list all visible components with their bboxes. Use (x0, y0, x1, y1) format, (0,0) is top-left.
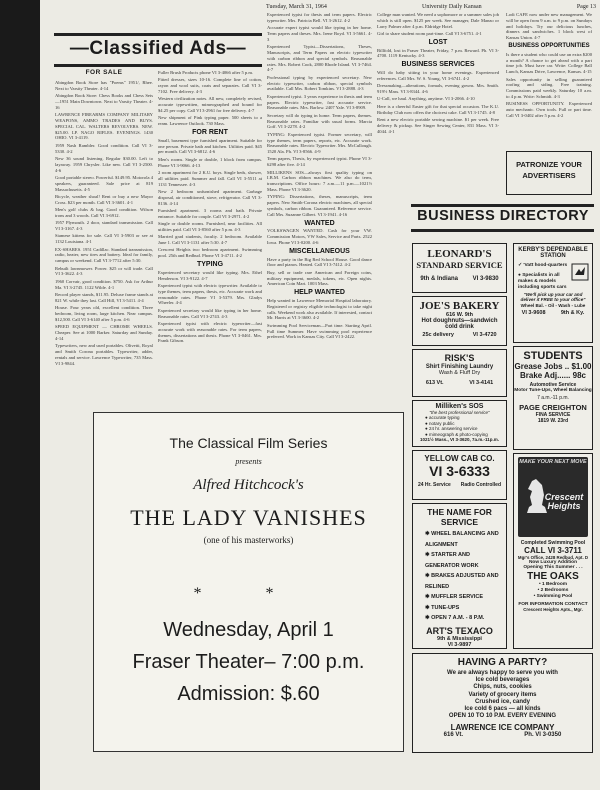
page-creighton-name: PAGE CREIGHTON (519, 403, 587, 412)
oaks-feature: • 1 Bedroom (538, 582, 568, 587)
film-note: (one of his masterworks) (203, 535, 294, 545)
classified-ad: Fuller Brush Products phone VI 3-4066 after 5 p.m. (158, 70, 254, 75)
classified-ad: Here is a cheerful Easter gift for that special occasion. The K.U. Birthday Club now offers the choicest cake. Call VI 3-1745. 4-8 (377, 103, 499, 115)
classified-ad: TYPING: Dissertations, theses, manuscripts, term papers. New Smith-Corona electric machines, all special symbols, carbon ribbon. Guaranteed. Reference service. Call Mrs. Suzanne Gilbert. VI 3-1941. 4-16 (267, 194, 372, 217)
classified-ad: TYPING: Experienced typist. Former secretary, will type themes, term papers, reports, etc. Accurate work. Reasonable rates. Electric Typewriter. Mrs. McCullough. 1520 Ala. Ph. VI 3-8566. 4-9 (267, 131, 372, 155)
patronize-line-2: ADVERTISERS (522, 171, 576, 180)
joes-price: 25c delivery (422, 332, 454, 338)
directory-title: BUSINESS DIRECTORY (417, 208, 589, 224)
service-item: ✱ OPEN 7 A.M. - 8 P.M. (425, 615, 485, 621)
crescent-logo: Crescent Heights (544, 492, 584, 511)
crescent-heights-ad (513, 453, 593, 649)
crescent-info: FOR INFORMATION CONTACT (518, 602, 588, 607)
risks-footer (413, 380, 506, 386)
classified-ad: VOLKSWAGEN WANTED. Cash for your VW. Commission Motors, VW Sales, Service and Parts. 2522 Iowa. Phone VI 3-0200. 4-6 (267, 228, 372, 246)
crescent-pool: Completed Swimming Pool (520, 540, 586, 546)
joes-addr: 616 W. 9th (446, 312, 473, 318)
party-line: We are always happy to serve you with (447, 670, 558, 676)
service-item: ✱ WHEEL BALANCING AND ALIGNMENT (425, 531, 499, 548)
classified-ad: BUSINESS OPPORTUNITY. Experienced auto mechanic. Own tools. Full or part time. Call VI 3-0402 after 5 p.m. 4-2 (506, 101, 592, 118)
classified-ad: MILLIKENS SOS—always first quality typing on I.B.M. Carbon ribbon machines. We also do term, transcriptions. Office hours: 7 a.m.—11 p.m.—1021½ Mass. Phone VI 3-3620. (267, 169, 372, 193)
kerbys-pickup: "We'll pick up your car and deliver it FREE to your office" (520, 292, 586, 302)
crescent-luxury: Now Luxury Addition (528, 560, 578, 565)
classified-ad: Bicycle, weather shoal! Rent or buy a new Mayor Cross. $23 per month. Call VI 3-3601. 4-1 (55, 193, 153, 205)
party-line: Ice cold 6 pacs — all kinds (464, 706, 541, 713)
millikens-addr: 1021½ Mass., VI 3-3620, 7a.m.-11p.m. (419, 437, 500, 442)
page-creighton-addr: 1819 W. 23rd (537, 418, 569, 424)
classified-column-4 (377, 12, 499, 204)
classified-ad: New 2 bedroom unfurnished apartment. Garbage disposal, air conditioned, stove, refrigerator. Call VI 3-8136. 4-14 (158, 188, 262, 206)
party-title: HAVING A PARTY? (457, 657, 548, 668)
classified-title: —Classified Ads— (69, 38, 247, 59)
oaks-feature: • Swimming Pool (533, 594, 573, 599)
film-director: Alfred Hitchcock's (193, 477, 304, 493)
classified-ad: Experienced typist for thesis and term papers. Electric typewriter. Mrs. Patricia Bell. VI 3-2612. 4-2 (267, 12, 372, 23)
kerbys-footer (514, 310, 592, 316)
classified-ad: Furnished apartment. 3 rooms and bath. Private entrance. Suitable for couple. Call VI 3-2971. 4-2 (158, 207, 262, 219)
oaks-features (514, 582, 592, 600)
crescent-move-text: MAKE YOUR NEXT MOVE (519, 459, 587, 465)
service-title-2: SERVICE (440, 517, 479, 527)
header-page: Page 13 (576, 4, 596, 10)
classified-ad: Men's golf clubs & bag. Good condition. Wilson irons and 3 woods. Call VI 3-6912. (55, 207, 153, 218)
leonards-phone: VI 3-9830 (472, 276, 499, 282)
classified-column-2 (158, 70, 262, 405)
millikens-name: Milliken's SOS (435, 403, 484, 410)
kerbys-body (514, 263, 592, 291)
classified-ad: Good portable stereo. Powerful. $149.95. Motorola 4 speakers, guaranteed. Sale price at 819 Massachusetts. 4-5 (55, 174, 153, 192)
classified-ad: College man wanted. We need a sophomore or a summer sales job which is still open. $125 per week. See manager, Dale Manzo or Larry Palmer after 4 p.m. Eldridge Hotel. (377, 12, 499, 29)
lawrence-ice-ad (412, 653, 593, 753)
millikens-tag: "the best professional service" (429, 410, 490, 415)
opportunities-heading: BUSINESS OPPORTUNITIES (508, 42, 590, 49)
crescent-office: Mgr's Office, 2428 Redbud, Apt. D (517, 555, 589, 560)
oaks-feature: • 2 Bedrooms (537, 588, 569, 593)
arts-texaco-ad (412, 503, 507, 649)
leonards-addr: 9th & Indiana (420, 276, 458, 282)
classified-ad: Term papers, Thesis, by experienced typist. Phone VI 3-6298 after five. 4-14 (267, 156, 372, 168)
risks-line1: Shirt Finishing Laundry (425, 364, 494, 370)
millikens-ad (412, 400, 507, 447)
col2-section-a (158, 70, 262, 127)
patronize-line-1: PATRONIZE YOUR (516, 160, 582, 169)
ice-company-name: LAWRENCE ICE COMPANY (450, 723, 555, 733)
col2-section-b (158, 138, 262, 259)
service-list (413, 529, 506, 624)
film-admission: Admission: $.60 (177, 683, 320, 705)
millikens-item: ● 24 hr. answering service (425, 426, 478, 431)
classified-ad: 1957 Plymouth. 2 door, standard transmission. Call VI 3-3167. 4-3 (55, 220, 153, 232)
col3-section-a (267, 12, 372, 218)
classified-ad: Help wanted in Lawrence Memorial Hospital laboratory. Registered or registry eligible technologist to take night calls. Weekend work also available. If interested, contact Mr. Harris at VI 3-3600. 4-2 (267, 298, 372, 321)
classified-ad: Abingdon Book Store: Chess Books and Chess Sets—1951 Main Downtown. Next to Varsity Theater. 4-16 (55, 93, 153, 110)
service-item: ✱ TUNE-UPS (425, 604, 460, 611)
mobil-pegasus-icon (571, 263, 589, 281)
newspaper-page (40, 0, 600, 790)
classified-ad: Abingdon Book Store has "Poems" 1951/, Rhee. Next to Varsity Theater. 4-14 (55, 80, 153, 91)
page-header (266, 4, 596, 10)
classified-ad: Fitted dresses, sizes 10-16. Complete line of cotton, rayon and wool suits, coats and separates. Call VI 3-7102. Free delivery. 4-3 (158, 77, 262, 94)
col5-section-b (506, 52, 592, 119)
kerbys-phone: VI 3-9608 (521, 310, 546, 316)
service-item: ✱ STARTER AND GENERATOR WORK (425, 552, 479, 569)
yellow-cab-l2: Radio Controlled (460, 482, 502, 488)
classified-ad: Accurate expert typist would like typing in her home. Term papers and theses. Mrs. Irene Boyd. VI 3-5661. 4-3 (267, 25, 372, 42)
yellow-cab-l1: 24 Hr. Service (417, 482, 451, 488)
classified-column-5 (506, 12, 592, 150)
kerbys-item: ✓ 'Vatt hood-quarters (518, 263, 568, 268)
yellow-cab-name: YELLOW CAB CO. (424, 454, 495, 463)
classified-ad: Experienced Typist—Dissertations, Theses, Manuscripts, and Term Papers on electric typewriter with carbon ribbon and special symbols. Reasonable rates. Mrs. Robert Cook, 2800 Rhode Island. VI 3-7464. 4-7 (267, 44, 372, 73)
col4-section-c (377, 70, 499, 134)
risks-addr: 613 Vt. (425, 380, 444, 386)
ice-company-footer (413, 732, 592, 738)
classified-ad: 1959 Nash Rambler. Good condition. Call VI 3-5330. 4-2 (55, 142, 153, 154)
classified-ad: SPEED EQUIPMENT — CHROME WHEELS. Cheaper. See at 1000 Barker. Saturday and Sunday. 4-14 (55, 324, 153, 341)
party-list (413, 670, 592, 720)
party-line: Chips, nuts, cookies (473, 684, 532, 691)
yellow-cab-ad (412, 450, 507, 500)
for-sale-heading: FOR SALE (85, 69, 123, 76)
risks-phone: VI 3-4141 (469, 380, 494, 386)
film-stars: * * (193, 585, 304, 602)
party-line: OPEN 10 TO 10 P.M. EVERY EVENING (448, 713, 557, 720)
wanted-heading: WANTED (304, 219, 335, 227)
classified-column-3 (267, 12, 372, 405)
classified-ad: Is there a student who could use an extra $200 a month? A chance to get ahead with a part time job. Must have car. Write: College Ball Lunch, Kansas Drive, Lawrence, Kansas. 4-15 (506, 51, 592, 75)
classified-ad: House. Four years old, excellent condition. Three bedroom, living room, large kitchen. Near campus. $12,500. Call VI 3-6140 after 5 p.m. 4-6 (55, 305, 153, 322)
kerbys-addr: 9th & Ky. (560, 310, 585, 316)
leonards-footer (413, 276, 506, 282)
joes-line2: cold drink (445, 324, 474, 330)
classified-column-1 (55, 80, 153, 405)
leonards-line2: STANDARD SERVICE (416, 260, 503, 270)
kerbys-item: ● Specialists in all makes & models including sports cars (518, 273, 567, 290)
crescent-opening: Opening This Summer . . . (523, 565, 583, 570)
classified-ad: EX-SHARES. 1951 Cadillac. Standard transmission, radio, heater, new tires and battery. Ideal for family, campus or weekend. Call VI 3-7712 after 5:30. (55, 246, 153, 264)
classified-ad: Single or double rooms. Furnished, near facilities. All utilities paid. Call VI 3-8560 after 5 p.m. 4-3 (158, 221, 262, 232)
classified-ad: LAWRENCE FIREARMS COMPANY MILITARY WEAPONS, AMMO TRADES AND BUYS. SPECIAL CAL. WALTERS REVOLVERS. NEW. $25.00. LP. NAGO RIFLES. EVENINGS. 1430 OHIO. VI 3-4119. (55, 112, 153, 141)
millikens-item: ● notary public (425, 420, 455, 426)
col3-section-c (267, 257, 372, 288)
lost-heading: LOST (428, 38, 448, 46)
col3-section-d (267, 298, 372, 340)
yellow-cab-footer (413, 482, 506, 488)
classified-ad: Siamese kittens for sale. Call VI 3-5903 or see at 1132 Louisiana. 4-1 (55, 233, 153, 245)
classified-ad: Experienced typist with electric typewriter—fast accurate work with reasonable rates. For term papers, themes, dissertations and thesis. Phone VI 3-0461. Mrs. Frank Gibson. (158, 321, 262, 344)
yellow-cab-phone: VI 3-6333 (429, 463, 490, 479)
classified-ad: Lodi CAFE now under new management. We will be open from 9 a.m. to 9 p.m. on Sundays and holidays. Try our delicious lunches, dinners and sandwiches. 1 block west of Kansas Union. 4-7 (506, 12, 592, 41)
classified-ad: Men's rooms. Single or double, 1 block from campus. Phone VI 3-9066. 4-13 (158, 156, 262, 168)
classified-ad: Girl to share student room part-time. Call VI 3-6751. 4-1 (377, 30, 482, 36)
students-tuneups: Motor Tune-Ups, Wheel Balancing (514, 388, 592, 393)
crescent-call: CALL VI 3-3711 (524, 546, 582, 555)
ice-company-addr: 616 Vt. (443, 732, 463, 739)
joes-footer (413, 332, 506, 338)
classified-ad: Small, basement type furnished apartment. Suitable for one person. Private bath and kitchen. Utilities paid. $45 per month. Call VI 3-6812. 4-6 (158, 137, 262, 155)
typing-heading: TYPING (196, 261, 224, 269)
party-line: Variety of grocery items (468, 691, 537, 698)
joes-name: JOE'S BAKERY (419, 300, 500, 312)
help-wanted-heading: HELP WANTED (294, 289, 345, 297)
col5-section-a (506, 12, 592, 41)
kerbys-title-1: KERBY'S DEPENDABLE (518, 247, 588, 253)
leonards-line1: LEONARD'S (427, 248, 492, 260)
millikens-item: ● accurate typing (425, 415, 460, 420)
patronize-box (506, 151, 592, 195)
classified-ad: Rebuilt lawnmower. Power. $25 or will trade. Call VI 3-3622. 4-3 (55, 265, 153, 277)
for-rent-heading: FOR RENT (192, 128, 228, 136)
joes-phone: VI 3-4720 (472, 332, 497, 338)
arts-texaco-name: ART'S TEXACO (426, 625, 493, 636)
col4-section-a (377, 12, 499, 37)
classified-ad: Have a party in the Big Red School House. Good dance floor and pianos. Heated. Call VI 3-7412. 4-2 (267, 256, 372, 268)
classified-ad: 2 room apartment for 2 K.U. boys. Single beds, shower, all utilities paid. Summer and fall. Call VI 3-5511 at 1131 Tennessee. 4-3 (158, 169, 262, 187)
joes-line1: Hot doughnuts—sandwich (421, 318, 498, 324)
arts-texaco-phone: VI 3-9897 (447, 641, 472, 648)
party-line: Crushed ice, candy (474, 698, 531, 705)
classified-ad: Buy, sell or trade rare American and Foreign coins, military equipment, medals, tokens, etc. Open nights. American Coin Mart. 1003 Mass. (267, 269, 372, 287)
service-item: ✱ BRAKES ADJUSTED AND RELINED (425, 573, 499, 590)
classified-ad: Crescent Heights two bedroom apartment. Swimming pool. 25th and Redbud. Phone VI 3-4711. 4-2 (158, 247, 262, 259)
the-oaks: THE OAKS (527, 571, 579, 582)
header-date: Tuesday, March 31, 1964 (266, 4, 327, 10)
col4-section-b (377, 48, 499, 60)
kerbys-ad (513, 243, 593, 343)
risks-name: RISK'S (444, 353, 475, 363)
classified-ad: Experienced typist with electric typewriter. Available to type themes, term papers, thesis, etc. Accurate work and reasonable rates. Phone VI 3-5379. Mrs. Gladys Wheeler. 4-4 (158, 283, 262, 306)
classified-ad: Secretary will do typing in home. Term papers, themes. Reasonable rates. Familiar with usual forms. Marcia Goff. VI 3-2278. 4-2 (267, 112, 372, 130)
col3-section-b (267, 228, 372, 245)
risks-ad (412, 349, 507, 397)
classified-ad: 1960 Corvair, good condition. $750. Ask for Arthur Ma. VI 3-2745. 1122 Wilde. 4-1 (55, 278, 153, 290)
students-title: STUDENTS (523, 350, 583, 362)
misc-heading: MISCELLANEOUS (289, 247, 350, 255)
classified-ad: Typewriters, new and used portables. Olivetti, Royal and Smith Corona portables. Typewriter, adder, rentals and service. Lawrence Typewriter, 735 Mass. VI 3-9844. (55, 343, 153, 366)
students-brake: Brake Adj...... 98c (520, 371, 586, 380)
classified-ad: Sales opportunity in selling guaranteed roofing and siding. Free training. Commissions paid weekly. Saturday 10 a.m. to 4 p.m. Write: Schmidt. 4-3 (506, 76, 592, 99)
joes-bakery-ad (412, 296, 507, 346)
classified-ad: Will do baby sitting in your home evenings. Experienced references. Call Mrs. W. S. Young, VI 3-6741. 4-2 (377, 69, 499, 81)
film-venue: Fraser Theater– 7:00 p.m. (132, 651, 365, 673)
service-title-1: THE NAME FOR (427, 507, 492, 517)
kerbys-list (514, 263, 571, 291)
classified-ad: Experienced typist. 3 years experience in thesis and term papers. Electric typewriter, fast accurate service. Reasonable rates. Mrs. Barlow. 2407 Yale. VI 3-8909. (267, 93, 372, 111)
film-title: THE LADY VANISHES (130, 505, 367, 530)
classified-ad: Western civilization notes. All new, completely revised, accurate typewritten, mimeographed and bound for $4.25 per copy. Call VI 3-2961 for free delivery. 4-7 (158, 96, 262, 113)
classified-ad: Experienced secretary would like typing in her home. Reasonable rates. Call VI 3-2743. 4-3 (158, 307, 262, 319)
business-services-heading: BUSINESS SERVICES (401, 61, 475, 69)
kerbys-title-2: STATION (540, 253, 566, 259)
classified-ad: Dressmaking—alterations, formals, evening gowns. Mrs. Smith. 919½ Mass. VI 3-8344. 4-6 (377, 83, 499, 94)
classified-ad: New 36 sound listening. Regular $30.00. Left to layaway. 1959 Chrysler. Like new. Call VI 3-2500. 4-6 (55, 155, 153, 173)
film-ad (93, 412, 404, 752)
party-line: Ice cold beverages (475, 677, 530, 684)
ice-company-phone: Ph. VI 3-0350 (524, 732, 562, 739)
classified-ad: Experienced secretary would like typing. Mrs. Ethel Henderson. VI 3-9122. 4-7 (158, 269, 262, 281)
classified-ad: Record player stands, $11.95. Deluxe frame stands at 821 W. while they last. Call Hill, VI 3-5411. 4-4 (55, 292, 153, 303)
crescent-mgr: Crescent Heights Apts., Mgr. (523, 607, 583, 612)
classified-ad: U-Call, we haul. Anything, anytime. VI 3-2066. 4-10 (377, 96, 475, 102)
film-date: Wednesday, April 1 (163, 619, 334, 641)
col2-section-c (158, 270, 262, 344)
classified-ad: Married grad students, faculty. 2 bedroom. Available June 1. Call VI 3-1131 after 5:30. 4-7 (158, 234, 262, 246)
film-presents: presents (235, 457, 262, 466)
crescent-illustration (518, 457, 588, 537)
students-grease: Grease Jobs .. $1.00 (514, 362, 592, 371)
fina-service: FINA SERVICE (535, 412, 571, 418)
classified-ad: New shipment of Pink typing paper. 500 sheets to a ream. Lawrence Outlook. 730 Mass. (158, 115, 262, 127)
millikens-item: ● mimeograph & photo-copying (425, 431, 488, 437)
students-hours: 7 a.m.-11 p.m. (537, 395, 569, 401)
header-paper: University Daily Kansan (422, 4, 482, 10)
classified-ad: Rent a new electric portable sewing machine. $1 per week. Free delivery & pickup. See Singer Sewing Center, 831 Mass. VI 3-4044. 4-1 (377, 116, 499, 134)
service-item: ✱ MUFFLER SERVICE (425, 594, 483, 600)
arts-texaco-addr: 9th & Mississippi (437, 635, 482, 642)
millikens-list (413, 415, 506, 437)
classified-ad: Professional typing by experienced secretary. New electric typewriter, carbon ribbon, special symbols available. Call Mrs. Robert Tomkins. VI 3-2888. 4-3 (267, 74, 372, 92)
students-auto: Automotive Service (529, 382, 577, 388)
film-series: The Classical Film Series (169, 435, 328, 451)
kerbys-services: Wheel Bal. - Oil - Wash - Lube (520, 303, 586, 308)
risks-line2: Wash & Fluff Dry (438, 370, 481, 376)
page-creighton-ad (513, 346, 593, 450)
classified-ad: Swimming Pool Serviceman—Part time. Starting April. Full time Summer. Have swimming pool experience preferred. Work in Kansas City. Call VI 3-2422. (267, 322, 372, 340)
leonards-ad (412, 243, 507, 293)
classified-ad: Billfold, lost in Fraser Theater, Friday, 7 p.m. Reward. Ph. VI 3-4700. 1119 Kentucky. 4-3 (377, 47, 499, 59)
